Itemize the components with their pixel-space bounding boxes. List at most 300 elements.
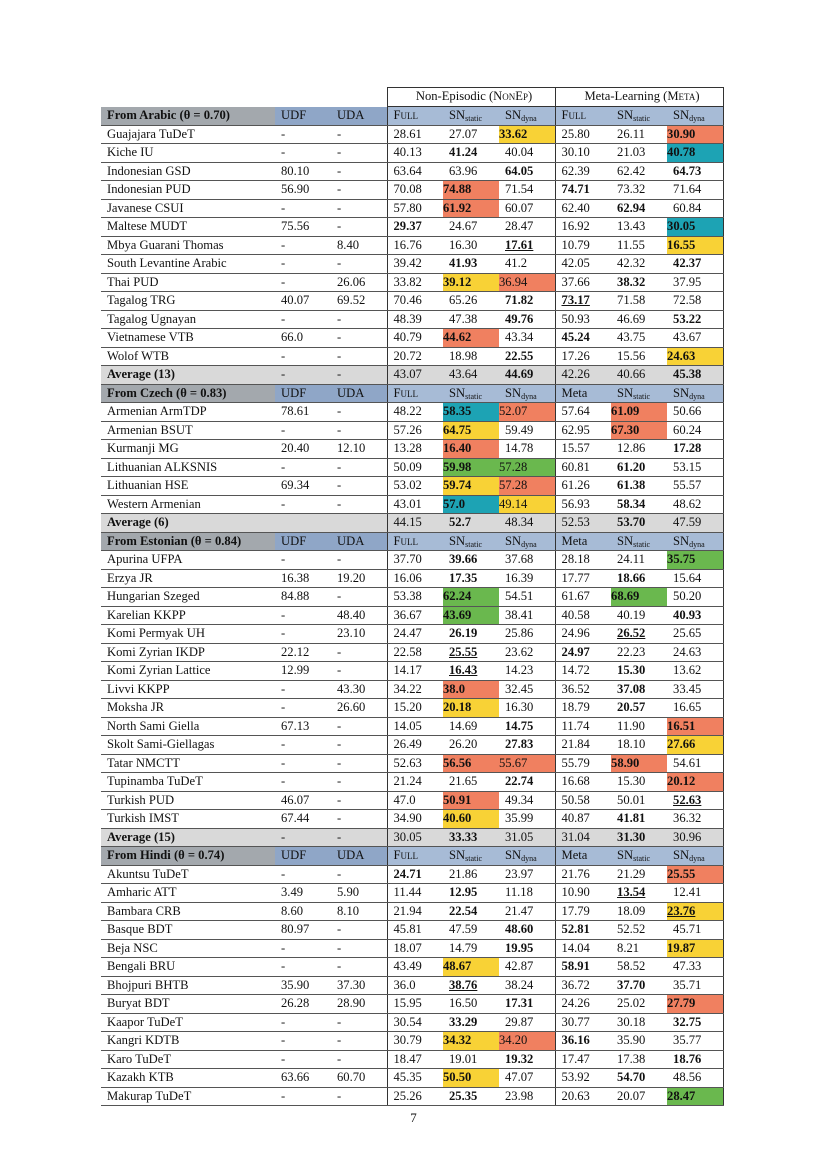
score-value: 24.47 (393, 626, 422, 640)
language-name: Akuntsu TuDeT (107, 866, 189, 881)
score-value: 66.0 (281, 330, 304, 344)
language-cell (101, 976, 275, 995)
column-header-label: Meta (561, 848, 588, 862)
score-value: 27.83 (505, 737, 534, 751)
score-value: 27.07 (449, 126, 478, 141)
score-cell (611, 458, 667, 477)
score-value: 18.10 (617, 737, 646, 751)
score-value: 62.39 (561, 163, 590, 178)
score-value: 14.72 (561, 663, 590, 677)
language-name: Tatar NMCTT (107, 755, 180, 770)
score-cell (499, 1050, 555, 1069)
score-value: 46.69 (617, 311, 646, 326)
score-value: 50.58 (561, 792, 590, 807)
language-cell (101, 884, 275, 903)
score-cell (667, 125, 723, 144)
column-header-label: $SN_{dyna}$ (673, 848, 705, 863)
language-cell (101, 1013, 275, 1032)
score-value: 28.90 (337, 996, 366, 1010)
column-header-label: Meta (561, 385, 588, 400)
language-name: Erzya JR (107, 570, 153, 585)
score-cell (555, 125, 611, 144)
column-header-label: $SN_{dyna}$ (673, 533, 705, 549)
score-value: 10.79 (561, 237, 590, 252)
score-value: 35.99 (505, 811, 534, 825)
score-value: - (337, 552, 342, 566)
average-score-cell (387, 514, 443, 533)
average-score-cell (499, 514, 555, 533)
language-name: Indonesian GSD (107, 163, 191, 178)
score-cell (275, 458, 331, 477)
table-row (101, 680, 723, 699)
score-cell (387, 754, 443, 773)
score-cell (667, 218, 723, 237)
column-header-label: $SN_{dyna}$ (673, 385, 705, 401)
score-cell (667, 347, 723, 366)
language-cell (101, 958, 275, 977)
table-row (101, 421, 723, 440)
score-cell (387, 643, 443, 662)
score-cell (555, 1069, 611, 1088)
score-value: - (281, 145, 286, 159)
score-cell (443, 421, 499, 440)
score-value: 60.81 (561, 459, 590, 474)
table-row (101, 736, 723, 755)
score-value: 40.04 (505, 145, 534, 159)
score-cell (387, 1087, 443, 1106)
language-name: Vietnamese VTB (107, 330, 194, 344)
table-row (101, 440, 723, 459)
section-title: From Hindi (θ = 0.74) (107, 848, 225, 862)
score-cell (331, 273, 387, 292)
score-cell (443, 588, 499, 607)
score-value: 29.87 (505, 1014, 534, 1029)
score-value: 17.26 (561, 348, 590, 363)
score-value: - (281, 200, 286, 215)
score-cell (387, 791, 443, 810)
score-value: 33.45 (673, 681, 702, 696)
table-row (101, 939, 723, 958)
score-value: 21.86 (449, 866, 478, 881)
score-value: 21.65 (449, 774, 478, 788)
score-value: 35.75 (667, 552, 696, 566)
score-cell (275, 403, 331, 422)
score-value: 74.71 (561, 182, 590, 196)
language-name: Komi Zyrian IKDP (107, 644, 205, 659)
score-value: 57.26 (393, 422, 422, 437)
score-value: 16.50 (449, 996, 478, 1010)
score-value: 25.80 (561, 126, 590, 141)
score-value: - (337, 200, 342, 215)
score-cell (443, 125, 499, 144)
score-cell (611, 495, 667, 514)
score-cell (499, 717, 555, 736)
score-cell (499, 1087, 555, 1106)
score-cell (443, 680, 499, 699)
language-name: Kazakh KTB (107, 1070, 174, 1084)
score-value: 11.55 (617, 237, 645, 252)
score-cell (667, 791, 723, 810)
score-cell (499, 495, 555, 514)
score-value: 73.17 (561, 293, 590, 307)
table-row (101, 310, 723, 329)
column-header-cell (555, 384, 611, 403)
score-cell (499, 791, 555, 810)
score-cell (331, 810, 387, 829)
score-cell (443, 902, 499, 921)
score-value: 43.75 (617, 330, 646, 344)
score-cell (331, 791, 387, 810)
column-header-label: $SN_{static}$ (449, 108, 482, 123)
average-score-value: 43.64 (449, 367, 478, 381)
score-cell (443, 458, 499, 477)
score-value: 25.65 (673, 626, 702, 640)
column-header-cell (275, 384, 331, 403)
score-value: - (281, 755, 286, 770)
table-row (101, 588, 723, 607)
score-value: 49.34 (505, 792, 534, 807)
section-title-cell (101, 107, 275, 126)
score-cell (331, 421, 387, 440)
score-cell (387, 421, 443, 440)
section-title: From Estonian (θ = 0.84) (107, 533, 242, 548)
score-value: 18.07 (393, 940, 422, 955)
score-cell (331, 477, 387, 496)
table-row (101, 1050, 723, 1069)
score-value: - (337, 478, 342, 492)
score-value: 43.01 (393, 496, 422, 511)
score-value: - (281, 1014, 286, 1029)
score-value: 40.87 (561, 811, 590, 825)
column-header-label: UDA (337, 385, 365, 400)
section-title-cell (101, 847, 275, 866)
column-header-cell (499, 384, 555, 403)
score-cell (443, 199, 499, 218)
table-row (101, 791, 723, 810)
column-header-cell (275, 107, 331, 126)
score-cell (443, 310, 499, 329)
score-value: - (337, 792, 342, 807)
score-cell (667, 625, 723, 644)
score-cell (275, 421, 331, 440)
score-cell (387, 884, 443, 903)
column-header-label: $SN_{static}$ (449, 533, 482, 549)
score-value: 8.40 (337, 237, 360, 252)
language-name: Kurmanji MG (107, 441, 179, 455)
score-value: 33.62 (499, 126, 528, 141)
score-cell (611, 255, 667, 274)
score-cell (443, 162, 499, 181)
column-header-cell (611, 532, 667, 551)
score-cell (443, 773, 499, 792)
score-value: 45.71 (673, 922, 702, 936)
score-cell (555, 440, 611, 459)
language-name: Turkish IMST (107, 811, 179, 825)
language-cell (101, 236, 275, 255)
language-name: Javanese CSUI (107, 200, 184, 215)
score-value: 42.05 (561, 256, 590, 270)
score-cell (387, 551, 443, 570)
language-cell (101, 347, 275, 366)
score-value: 13.43 (617, 219, 646, 233)
column-header-cell (611, 847, 667, 866)
score-value: 39.42 (393, 256, 422, 270)
column-header-cell (667, 532, 723, 551)
score-cell (667, 995, 723, 1014)
language-cell (101, 181, 275, 200)
average-score-cell (555, 366, 611, 385)
score-value: 20.40 (281, 441, 310, 455)
language-cell (101, 292, 275, 311)
score-cell (555, 273, 611, 292)
score-value: 57.80 (393, 200, 422, 215)
score-value: 19.01 (449, 1051, 478, 1066)
score-cell (555, 791, 611, 810)
score-value: 30.54 (393, 1014, 422, 1029)
score-cell (667, 588, 723, 607)
language-name: Tagalog TRG (107, 293, 176, 307)
score-cell (499, 754, 555, 773)
language-name: Bengali BRU (107, 959, 176, 973)
score-value: 17.47 (561, 1051, 590, 1066)
score-value: 20.18 (443, 700, 472, 714)
average-row (101, 514, 723, 533)
page-number: 7 (410, 1110, 417, 1125)
score-cell (275, 958, 331, 977)
score-cell (611, 699, 667, 718)
score-cell (555, 1050, 611, 1069)
column-header-label: $SN_{static}$ (449, 385, 482, 401)
score-value: 40.79 (393, 330, 422, 344)
score-cell (331, 1087, 387, 1106)
score-value: 30.90 (667, 126, 696, 141)
score-cell (555, 699, 611, 718)
score-cell (387, 1032, 443, 1051)
score-value: 28.18 (561, 552, 590, 566)
score-value: 50.50 (443, 1070, 472, 1084)
score-value: 55.67 (499, 755, 528, 770)
score-cell (611, 884, 667, 903)
column-header-cell (611, 384, 667, 403)
score-value: 37.70 (393, 552, 422, 566)
score-value: 48.22 (393, 404, 422, 418)
average-score-value: 31.04 (561, 829, 590, 844)
score-value: - (281, 940, 286, 955)
column-header-cell (331, 384, 387, 403)
score-cell (443, 958, 499, 977)
section-title-cell (101, 384, 275, 403)
score-value: 26.60 (337, 700, 366, 714)
score-value: 52.52 (617, 922, 646, 936)
score-value: 55.57 (673, 478, 702, 492)
language-name: Tagalog Ugnayan (107, 311, 196, 326)
score-value: 27.66 (667, 737, 696, 751)
language-name: Mbya Guarani Thomas (107, 237, 224, 252)
score-cell (667, 236, 723, 255)
score-value: 73.32 (617, 182, 646, 196)
language-name: Beja NSC (107, 940, 158, 955)
score-cell (443, 440, 499, 459)
score-value: - (281, 700, 286, 714)
score-cell (331, 181, 387, 200)
score-cell (275, 1087, 331, 1106)
column-header-cell (555, 847, 611, 866)
score-value: 38.76 (449, 977, 478, 992)
score-cell (331, 144, 387, 163)
score-value: 48.39 (393, 311, 422, 326)
score-value: 8.60 (281, 903, 304, 918)
score-cell (667, 884, 723, 903)
column-header-cell (443, 107, 499, 126)
score-cell (555, 1013, 611, 1032)
score-value: - (337, 330, 342, 344)
score-value: 15.95 (393, 996, 422, 1010)
score-value: - (337, 959, 342, 973)
score-value: 70.08 (393, 182, 422, 196)
language-name: Apurina UFPA (107, 552, 183, 566)
score-cell (499, 310, 555, 329)
language-cell (101, 551, 275, 570)
score-cell (611, 125, 667, 144)
table-row (101, 810, 723, 829)
score-value: 40.93 (673, 607, 702, 622)
score-cell (555, 181, 611, 200)
average-score-cell (275, 514, 331, 533)
section-header-row (101, 847, 723, 866)
language-name: Kangri KDTB (107, 1033, 180, 1047)
score-value: 43.49 (393, 959, 422, 973)
table-row (101, 1032, 723, 1051)
column-header-cell (667, 107, 723, 126)
table-row (101, 255, 723, 274)
score-value: 71.82 (505, 293, 534, 307)
score-cell (611, 1013, 667, 1032)
score-cell (331, 921, 387, 940)
table-row (101, 865, 723, 884)
score-cell (499, 440, 555, 459)
section-title: From Czech (θ = 0.83) (107, 385, 227, 400)
score-value: 16.30 (449, 237, 478, 252)
language-name: Hungarian Szeged (107, 589, 200, 603)
column-header-label: $SN_{dyna}$ (673, 108, 705, 123)
score-cell (275, 1032, 331, 1051)
language-cell (101, 1032, 275, 1051)
score-cell (387, 236, 443, 255)
score-value: 42.87 (505, 959, 534, 973)
score-value: 37.08 (617, 681, 646, 696)
score-value: 80.10 (281, 163, 310, 178)
language-name: Guajajara TuDeT (107, 126, 195, 141)
score-cell (667, 680, 723, 699)
table-row (101, 273, 723, 292)
average-score-cell (387, 828, 443, 847)
language-cell (101, 754, 275, 773)
score-value: 16.30 (505, 700, 534, 714)
score-cell (555, 884, 611, 903)
average-score-value: 45.38 (673, 367, 702, 381)
score-value: 47.0 (393, 792, 416, 807)
score-cell (443, 995, 499, 1014)
score-cell (443, 1050, 499, 1069)
score-value: 14.75 (505, 718, 534, 733)
score-value: - (281, 866, 286, 881)
score-cell (331, 199, 387, 218)
score-value: 50.20 (673, 589, 702, 603)
score-cell (611, 1069, 667, 1088)
score-value: 22.58 (393, 644, 422, 659)
score-value: 48.67 (443, 959, 472, 973)
score-cell (499, 273, 555, 292)
column-header-label: Full (561, 108, 587, 122)
score-cell (555, 458, 611, 477)
score-value: 12.99 (281, 663, 310, 677)
score-value: 53.02 (393, 478, 422, 492)
score-cell (387, 273, 443, 292)
score-cell (275, 662, 331, 681)
score-cell (667, 1013, 723, 1032)
table-row (101, 569, 723, 588)
score-cell (331, 995, 387, 1014)
table-row (101, 717, 723, 736)
score-cell (275, 939, 331, 958)
score-value: 30.77 (561, 1014, 590, 1029)
language-name: Lithuanian HSE (107, 478, 189, 492)
score-value: 14.79 (449, 940, 478, 955)
score-cell (611, 939, 667, 958)
score-value: 24.71 (393, 866, 422, 881)
score-cell (611, 662, 667, 681)
score-value: 62.24 (443, 589, 472, 603)
score-value: 32.75 (673, 1014, 702, 1029)
score-value: - (337, 126, 342, 141)
column-header-cell (275, 847, 331, 866)
results-table-body (101, 88, 723, 1106)
score-cell (387, 865, 443, 884)
score-cell (499, 458, 555, 477)
score-value: 11.44 (393, 885, 422, 899)
score-value: 12.95 (449, 885, 478, 899)
column-header-label: UDA (337, 107, 365, 122)
score-cell (555, 218, 611, 237)
score-cell (331, 125, 387, 144)
average-label-cell (101, 828, 275, 847)
score-cell (443, 606, 499, 625)
score-value: - (337, 163, 342, 178)
language-cell (101, 810, 275, 829)
score-cell (611, 865, 667, 884)
score-cell (387, 1069, 443, 1088)
column-header-label: Full (393, 848, 418, 862)
score-cell (331, 403, 387, 422)
score-value: 50.09 (393, 459, 422, 474)
score-cell (555, 902, 611, 921)
score-value: - (337, 496, 342, 511)
score-value: 24.26 (561, 996, 590, 1010)
score-cell (331, 1032, 387, 1051)
score-value: 41.93 (449, 256, 478, 270)
score-cell (611, 551, 667, 570)
section-header-row (101, 384, 723, 403)
score-cell (555, 347, 611, 366)
table-row (101, 976, 723, 995)
language-name: Karelian KKPP (107, 607, 186, 622)
score-value: 52.07 (499, 404, 528, 418)
score-value: 39.12 (443, 274, 472, 289)
score-value: 14.69 (449, 718, 478, 733)
group-header-meta (555, 88, 723, 107)
score-value: 20.72 (393, 348, 422, 363)
score-cell (499, 736, 555, 755)
